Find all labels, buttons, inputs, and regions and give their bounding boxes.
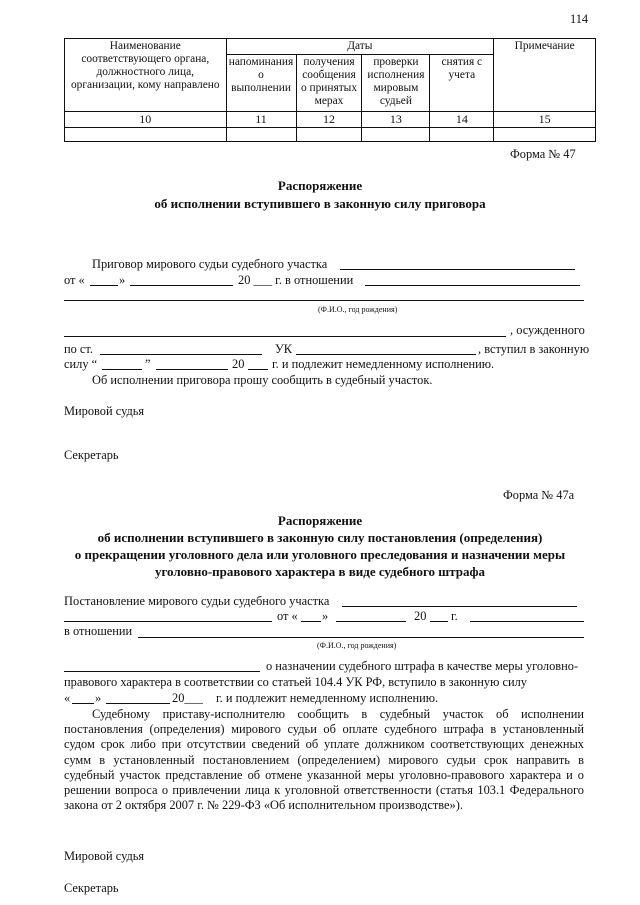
convicted-line: [64, 336, 506, 337]
regarding-label: в отношении: [64, 624, 133, 638]
year-regarding-label: 20 ___ г. в отношении: [238, 273, 354, 287]
fio-caption-47a: (Ф.И.О., год рождения): [317, 641, 397, 650]
person-line: [64, 671, 260, 672]
form-47-label: Форма № 47: [510, 147, 576, 161]
empty-cell: [362, 128, 430, 142]
empty-cell: [226, 128, 296, 142]
force-close-47a: »: [95, 691, 102, 705]
extra-line-47a: [470, 621, 584, 622]
year-line-47a: [430, 621, 448, 622]
close-quote-47a: »: [322, 609, 329, 623]
form-47a-label: Форма № 47а: [503, 488, 575, 502]
execution-label: г. и подлежит немедленному исполнению.: [272, 357, 495, 371]
quote-close: ”: [145, 357, 151, 371]
force-month-line-47a: [106, 703, 170, 704]
empty-cell: [494, 128, 596, 142]
secretary-label: Секретарь: [64, 448, 119, 462]
decision-label: Постановление мирового судьи судебного участка: [64, 594, 330, 608]
date-subheader-removal: снятия с учета: [430, 55, 494, 112]
dates-column-header: Даты: [226, 39, 494, 55]
form-47a-subtitle-1: об исполнении вступившего в законную силу постановления (определения): [97, 530, 543, 545]
force-year-label: 20: [232, 357, 245, 371]
decision-district-line: [342, 606, 577, 607]
column-number: 15: [494, 112, 596, 128]
year-label-47a: 20: [414, 609, 427, 623]
execution-label-47a: г. и подлежит немедленному исполнению.: [216, 691, 439, 705]
date-subheader-receipt: получения сообщения о принятых мерах: [296, 55, 362, 112]
month-line-47a: [336, 621, 406, 622]
form-47-title: Распоряжение: [277, 178, 363, 193]
empty-cell: [296, 128, 362, 142]
recipient-column-header: Наименование соответствующего органа, должностного лица, организации, кому направлено: [65, 39, 227, 112]
day-line: [90, 285, 118, 286]
convicted-label: , осужденного: [510, 323, 585, 337]
court-district-line: [340, 269, 575, 270]
day-line-47a: [301, 621, 321, 622]
date-subheader-reminder: напоминания о выполнении: [226, 55, 296, 112]
article-line: [100, 354, 262, 355]
secretary-label-47a: Секретарь: [64, 881, 119, 895]
force-day-line-47a: [72, 703, 94, 704]
judge-label: Мировой судья: [64, 404, 145, 418]
fine-line-2: правового характера в соответствии со статьей 104.4 УК РФ, вступило в законную силу: [64, 675, 527, 689]
article-label: по ст.: [64, 342, 94, 356]
column-number: 13: [362, 112, 430, 128]
notes-column-header: Примечание: [494, 39, 596, 112]
close-quote: »: [119, 273, 126, 287]
from-label: от «: [64, 273, 85, 287]
column-number: 11: [226, 112, 296, 128]
entered-label: , вступил в законную: [478, 342, 590, 356]
date-subheader-check: проверки исполнения мировым судьей: [362, 55, 430, 112]
empty-cell: [65, 128, 227, 142]
fio-line: [64, 300, 584, 301]
from-label-47a: от «: [277, 609, 298, 623]
column-number: 14: [430, 112, 494, 128]
force-year-47a: 20___: [172, 691, 203, 705]
force-month-line: [156, 369, 228, 370]
regarding-line-47a: [138, 637, 584, 638]
uk-line: [296, 354, 476, 355]
column-number: 10: [65, 112, 227, 128]
dates-table: [64, 38, 596, 142]
uk-label: УК: [275, 342, 293, 356]
year-suffix-47a: г.: [451, 609, 458, 623]
report-request: Об исполнении приговора прошу сообщить в судебный участок.: [92, 373, 433, 387]
fio-caption: (Ф.И.О., год рождения): [318, 305, 398, 314]
month-line: [130, 285, 233, 286]
form-47a-title: Распоряжение: [277, 513, 363, 528]
fine-line-1: о назначении судебного штрафа в качестве меры уголовно-: [266, 659, 579, 673]
regarding-line: [365, 285, 580, 286]
form-47a-subtitle-2: о прекращении уголовного дела или уголовного преследования и назначении меры: [74, 547, 566, 562]
page-number: 114: [570, 12, 589, 26]
empty-cell: [430, 128, 494, 142]
force-label: силу “: [64, 357, 98, 371]
force-year-line: [248, 369, 268, 370]
form-47a-subtitle-3: уголовно-правового характера в виде судебного штрафа: [154, 564, 486, 579]
decision-number-line: [64, 621, 272, 622]
form-47-subtitle: об исполнении вступившего в законную силу приговора: [154, 196, 486, 211]
force-day-line: [102, 369, 142, 370]
judge-label-47a: Мировой судья: [64, 849, 145, 863]
bailiff-paragraph: Судебному приставу-исполнителю сообщить в судебный участок об исполнении постановления (определения) мирового судьи об оплате судебного штрафа в установленный судом срок либо при отсутствии сведений об уплате должником соответствующих денежных сумм в установленный постановлением (определением) мирового судьи срок направить в судебный участок представление об отмене указанной меры уголовно-правового характера и о решении вопроса о привлечении лица к уголовной ответственности (статья 103.1 Федерального закона от 2 октября 2007 г. № 229-ФЗ «Об исполнительном производстве»).: [64, 707, 584, 813]
force-open-47a: «: [64, 691, 71, 705]
prigovor-label: Приговор мирового судьи судебного участка: [92, 257, 328, 271]
column-number: 12: [296, 112, 362, 128]
